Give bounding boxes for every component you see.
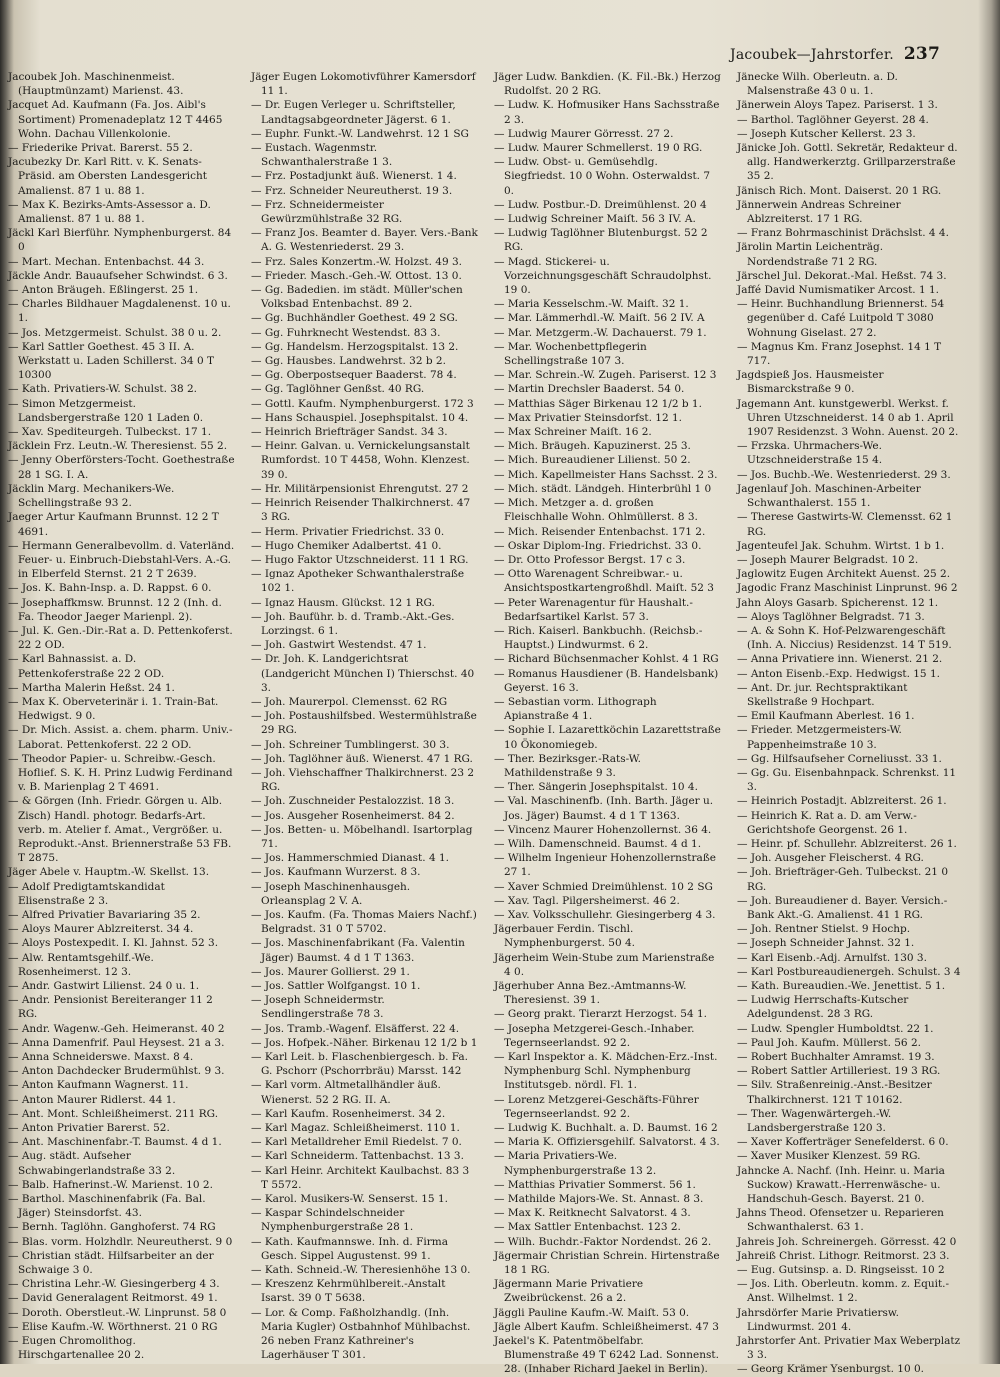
directory-entry: — Ludw. K. Hofmusiker Hans Sachsstraße 2 3. (494, 99, 720, 126)
directory-entry: — Anna Damenfrif. Paul Heysest. 21 a 3. (8, 1036, 225, 1049)
directory-entry: Jahrsdörfer Marie Privatiersw. Lindwurmst. 201 4. (737, 1306, 900, 1333)
directory-entry: Jänecke Wilh. Oberleutn. a. D. Malsenstraße 43 0 u. 1. (737, 71, 898, 98)
directory-entry: — Joseph Schneidermstr. Sendlingerstraße 78 3. (251, 994, 385, 1021)
directory-entry: — Joh. Taglöhner äuß. Wienerst. 47 1 RG. (251, 752, 473, 765)
directory-entry: — Aloys Postexpedit. I. Kl. Jahnst. 52 3. (8, 937, 219, 950)
directory-entry: — Anton Bräugeh. Eßlingerst. 25 1. (8, 284, 199, 297)
directory-entry: — Anton Kaufmann Wagnerst. 11. (8, 1079, 189, 1092)
directory-entry: — Val. Maschinenfb. (Inh. Barth. Jäger u. Jos. Jäger) Baumst. 4 d 1 T 1363. (494, 795, 714, 822)
directory-entry: — Heinrich K. Rat a. D. am Verw.-Gerichtshofe Georgenst. 26 1. (737, 809, 917, 836)
directory-entry: Jagodic Franz Maschinist Linprunst. 96 2 (737, 582, 958, 595)
directory-entry: — Mar. Wochenbettpflegerin Schellingstraße 107 3. (494, 340, 647, 368)
directory-entry: — Karl Leit. b. Flaschenbiergesch. b. Fa. G. Pschorr (Pschorrbräu) Marsst. 142 (251, 1051, 468, 1078)
directory-entry: Jägerbauer Ferdin. Tischl. Nymphenburgerst. 50 4. (494, 923, 635, 950)
directory-entry: — Ther. Sängerin Josephspitalst. 10 4. (494, 781, 698, 794)
directory-entry: — Jos. Kaufm. (Fa. Thomas Maiers Nachf.) Belgradst. 31 0 T 5702. (251, 908, 477, 936)
directory-entry: — Doroth. Oberstleut.-W. Linprunst. 58 0 (8, 1306, 227, 1319)
directory-entry: — Hr. Militärpensionist Ehrengutst. 27 2 (251, 482, 469, 495)
directory-entry: — Xav. Volksschullehr. Giesingerberg 4 3. (494, 908, 716, 921)
directory-entry: — Martha Malerin Heßst. 24 1. (8, 681, 175, 694)
directory-entry: — Jenny Oberförsters-Tocht. Goethestraße 28 1 SG. I. A. (8, 454, 235, 481)
directory-entry: — Mar. Lämmerhdl.-W. Maiſt. 56 2 IV. A (494, 312, 705, 325)
directory-entry: — Christina Lehr.-W. Giesingerberg 4 3. (8, 1278, 220, 1291)
directory-entry: — Robert Buchhalter Amramst. 19 3. (737, 1051, 935, 1064)
directory-entry: — Magnus Km. Franz Josephst. 14 1 T 717. (737, 340, 942, 368)
directory-entry: — Maria K. Offiziersgehilf. Salvatorst. 4 3. (494, 1136, 720, 1149)
directory-entry: Jänerwein Aloys Tapez. Pariserst. 1 3. (737, 99, 938, 112)
directory-entry: Järschel Jul. Dekorat.-Mal. Heßst. 74 3. (737, 269, 947, 282)
directory-entry: — Anna Privatiere inn. Wienerst. 21 2. (737, 653, 943, 666)
directory-entry: — Ant. Dr. jur. Rechtspraktikant Skellstraße 9 Hochpart. (737, 681, 908, 708)
directory-entry: — Ludwig Taglöhner Blutenburgst. 52 2 RG. (494, 227, 708, 254)
directory-entry: Jahncke A. Nachf. (Inh. Heinr. u. Maria Suckow) Krawatt.-Herrenwäsche- u. Handschuh-Gesch. Bayerst. 21 0. (737, 1164, 945, 1206)
directory-entry: — Heinr. pf. Schullehr. Ablzreiterst. 26 1. (737, 837, 957, 850)
directory-entry: Jägerheim Wein-Stube zum Marienstraße 4 0. (494, 951, 715, 978)
directory-entry: — Anna Schneiderswe. Maxst. 8 4. (8, 1051, 194, 1064)
directory-entry: — Ther. Bezirksger.-Rats-W. Mathildenstraße 9 3. (494, 752, 641, 779)
directory-entry: — Max Sattler Entenbachst. 123 2. (494, 1221, 681, 1234)
directory-entry: Jäckl Karl Bierführ. Nymphenburgerst. 84 0 (8, 227, 232, 254)
directory-entry: — Max Schreiner Maiſt. 16 2. (494, 426, 652, 439)
directory-entry: — Heinr. Galvan. u. Vernickelungsanstalt Rumfordst. 10 T 4458, Wohn. Klenzest. 39 0. (251, 440, 470, 481)
directory-entry: — Xaver Schmied Dreimühlenst. 10 2 SG (494, 880, 713, 893)
directory-entry: — Mar. Schrein.-W. Zugeh. Pariserst. 12 3 (494, 369, 717, 382)
directory-entry: — Josepha Metzgerei-Gesch.-Inhaber. Tegernseerlandst. 92 2. (494, 1022, 695, 1049)
directory-entry: — Paul Joh. Kaufm. Müllerst. 56 2. (737, 1036, 921, 1049)
directory-entry: — Frieder. Masch.-Geh.-W. Ottost. 13 0. (251, 269, 462, 282)
directory-entry: — Joh. Briefträger-Geh. Tulbeckst. 21 0 RG. (737, 866, 949, 893)
directory-entry: — Ludw. Postbur.-D. Dreimühlenst. 20 4 (494, 198, 707, 211)
directory-entry: — Kreszenz Kehrmühlbereit.-Anstalt Isarst. 39 0 T 5638. (251, 1278, 446, 1305)
directory-entry: Jagemann Ant. kunstgewerbl. Werkst. f. Uhren Utzschneiderst. 14 0 ab 1. April 1907 Residenzst. 3 Wohn. Auenst. 20 2. (737, 397, 959, 439)
directory-entry: Jägle Albert Kaufm. Schleißheimerst. 47 3 (494, 1320, 719, 1333)
directory-entry: — Andr. Wagenw.-Geh. Heimeranst. 40 2 (8, 1022, 225, 1035)
directory-entry: Jägermair Christian Schrein. Hirtenstraße 18 1 RG. (494, 1249, 720, 1277)
directory-entry: — Ludwig Maurer Görresst. 27 2. (494, 127, 674, 140)
directory-entry: — Jos. Maurer Gollierst. 29 1. (251, 965, 410, 978)
directory-entry: — Gg. Oberpostsequer Baaderst. 78 4. (251, 369, 457, 382)
directory-entry: — Mar. Metzgerm.-W. Dachauerst. 79 1. (494, 326, 707, 339)
directory-entry: — Karol. Musikers-W. Senserst. 15 1. (251, 1193, 448, 1206)
directory-entry: — Frz. Schneider Neureutherst. 19 3. (251, 184, 453, 197)
directory-entry: — Kath. Schneid.-W. Theresienhöhe 13 0. (251, 1264, 471, 1277)
directory-entry: Jacoubek Joh. Maschinenmeist. (Hauptmünzamt) Marienst. 43. (8, 71, 184, 98)
directory-entry: — Ignaz Apotheker Schwanthalerstraße 102 1. (251, 568, 465, 595)
directory-entry: — Aug. städt. Aufseher Schwabingerlandstraße 33 2. (8, 1150, 176, 1177)
directory-entry: — Ludwig Herrschafts-Kutscher Adelgundenst. 28 3 RG. (737, 994, 909, 1021)
directory-entry: — Kath. Kaufmannswe. Inh. d. Firma Gesch. Sippel Augustenst. 99 1. (251, 1235, 448, 1262)
directory-entry: — Eugen Chromolithog. Hirschgartenallee 20 2. (8, 1335, 145, 1362)
directory-entry: — Maria Privatiers-We. Nymphenburgerstraße 13 2. (494, 1150, 657, 1177)
header-title: Jacoubek—Jahrstorfer. (730, 47, 894, 63)
directory-entry: Jäcklin Marg. Mechanikers-We. Schellingstraße 93 2. (8, 482, 175, 510)
directory-entry: Jahreis Joh. Schreinergeh. Görresst. 42 0 (737, 1235, 957, 1248)
directory-entry: — Gottl. Kaufm. Nymphenburgerst. 172 3 (251, 397, 474, 410)
directory-entry: — Ludw. Spengler Humboldtst. 22 1. (737, 1022, 934, 1035)
directory-entry: Jaglowitz Eugen Architekt Auenst. 25 2. (737, 568, 951, 581)
directory-entry: — Andr. Gastwirt Lilienst. 24 0 u. 1. (8, 980, 200, 992)
directory-entry: — Richard Büchsenmacher Kohlst. 4 1 RG (494, 653, 719, 666)
directory-entry: — Anton Eisenb.-Exp. Hedwigst. 15 1. (737, 667, 940, 680)
directory-entry: — David Generalagent Reitmorst. 49 1. (8, 1292, 218, 1305)
directory-entry: — Dr. Mich. Assist. a. chem. pharm. Univ.-Laborat. Pettenkoferst. 22 2 OD. (8, 724, 233, 751)
directory-entry: — Max K. Reitknecht Salvatorst. 4 3. (494, 1207, 691, 1220)
directory-entry: — Ludwig K. Buchhalt. a. D. Baumst. 16 2 (494, 1122, 718, 1135)
directory-entry: — Lorenz Metzgerei-Geschäfts-Führer Tegernseerlandst. 92 2. (494, 1093, 699, 1120)
directory-entry: — Eug. Gutsinsp. a. D. Ringseisst. 10 2 (737, 1264, 945, 1277)
directory-entry: — Josephaffkmsw. Brunnst. 12 2 (Inh. d. Fa. Theodor Jaeger Marienpl. 2). (8, 596, 222, 623)
directory-entry: Jaeger Artur Kaufmann Brunnst. 12 2 T 4691. (8, 511, 219, 538)
directory-entry: Jänisch Rich. Mont. Daiserst. 20 1 RG. (737, 184, 942, 197)
directory-entry: — Heinrich Reisender Thalkirchnerst. 47 3 RG. (251, 497, 471, 524)
directory-entry: — Gg. Hausbes. Landwehrst. 32 b 2. (251, 355, 446, 368)
directory-entry: — Franz Bohrmaschinist Drächslst. 4 4. (737, 227, 949, 240)
directory-entry: — Herm. Privatier Friedrichst. 33 0. (251, 525, 445, 538)
directory-entry: Jacquet Ad. Kaufmann (Fa. Jos. Aibl's Sortiment) Promenadeplatz 12 T 4465 Wohn. Dachau Villenkolonie. (8, 99, 223, 140)
directory-entry: — Jos. Buchb.-We. Westenriederst. 29 3. (737, 468, 951, 481)
directory-entry: — Dr. Eugen Verleger u. Schriftsteller, Landtagsabgeordneter Jägerst. 6 1. (251, 99, 456, 126)
directory-entry: — Max Privatier Steinsdorfst. 12 1. (494, 411, 682, 424)
directory-entry: — Frieder. Metzgermeisters-W. Pappenheimstraße 10 3. (737, 724, 902, 751)
directory-entry: — Franz Jos. Beamter d. Bayer. Vers.-Bank A. G. Westenriederst. 29 3. (251, 227, 478, 254)
directory-entry: — Joseph Schneider Jahnst. 32 1. (737, 937, 915, 950)
page-number: 237 (903, 44, 940, 64)
directory-entry: — A. & Sohn K. Hof-Pelzwarengeschäft (Inh. A. Niccius) Residenzst. 14 T 519. (737, 624, 952, 652)
directory-entry: — Gg. Badedien. im städt. Müller'schen Volksbad Entenbachst. 89 2. (251, 284, 463, 311)
directory-entry: — Joh. Schreiner Tumblingerst. 30 3. (251, 738, 450, 751)
directory-entry: — Joh. Rentner Stielst. 9 Hochp. (737, 923, 911, 936)
directory-entry: — Martin Drechsler Baaderst. 54 0. (494, 383, 685, 396)
directory-entry: — Joh. Gastwirt Westendst. 47 1. (251, 639, 427, 652)
directory-entry: — Joh. Zuschneider Pestalozzist. 18 3. (251, 795, 455, 808)
directory-entry: — Wilh. Damenschneid. Baumst. 4 d 1. (494, 837, 702, 850)
directory-entry: Jägermann Marie Privatiere Zweibrückenst. 26 a 2. (494, 1278, 644, 1305)
directory-entry: — Joh. Maurerpol. Clemensst. 62 RG (251, 695, 448, 708)
directory-entry: — Xaver Musiker Klenzest. 59 RG. (737, 1150, 921, 1163)
directory-entry: — Karl Schneiderm. Tattenbachst. 13 3. (251, 1150, 464, 1163)
column-3 (494, 70, 721, 1377)
directory-entry: — Ludwig Schreiner Maiſt. 56 3 IV. A. (494, 213, 696, 226)
directory-entry: — Karl Eisenb.-Adj. Arnulfst. 130 3. (737, 951, 927, 964)
directory-entry: Jägerhuber Anna Bez.-Amtmanns-W. Theresienst. 39 1. (494, 980, 687, 1007)
directory-entry: — Rich. Kaiserl. Bankbuchh. (Reichsb.-Hauptst.) Lindwurmst. 6 2. (494, 624, 703, 652)
directory-entry: — Robert Sattler Artilleriest. 19 3 RG. (737, 1065, 941, 1078)
directory-entry: — Xaver Kofferträger Senefelderst. 6 0. (737, 1136, 949, 1149)
directory-entry: Jäger Eugen Lokomotivführer Kamersdorf 11 1. (251, 71, 476, 98)
directory-entry: — Kath. Privatiers-W. Schulst. 38 2. (8, 383, 197, 396)
directory-entry: — Lor. & Comp. Faßholzhandlg. (Inh. Maria Kugler) Ostbahnhof Mühlbachst. 26 neben Franz Kathreiner's Lagerhäuser T 301. (251, 1306, 471, 1362)
directory-entry: — Magd. Stickerei- u. Vorzeichnungsgeschäft Schraudolphst. 19 0. (494, 255, 712, 297)
directory-entry: — Heinrich Briefträger Sandst. 34 3. (251, 426, 448, 439)
directory-entry: — Aloys Taglöhner Belgradst. 71 3. (737, 610, 925, 623)
directory-entry: — Matthias Säger Birkenau 12 1/2 b 1. (494, 397, 702, 410)
directory-entry: — Therese Gastwirts-W. Clemensst. 62 1 RG. (737, 511, 953, 538)
column-2 (251, 70, 478, 1377)
directory-entry: — Eustach. Wagenmstr. Schwanthalerstraße 1 3. (251, 142, 393, 169)
directory-entry: — Oskar Diplom-Ing. Friedrichst. 33 0. (494, 539, 702, 552)
directory-entry: — Wilh. Buchdr.-Faktor Nordendst. 26 2. (494, 1235, 712, 1248)
directory-entry: — Karl Bahnassist. a. D. Pettenkoferstraße 22 2 OD. (8, 653, 165, 680)
directory-entry: — Frz. Postadjunkt äuß. Wienerst. 1 4. (251, 170, 457, 183)
directory-entry: — Hugo Chemiker Adalbertst. 41 0. (251, 539, 442, 552)
directory-entry: Jäger Abele v. Hauptm.-W. Skellst. 13. (8, 866, 210, 879)
directory-entry: — Jos. Sattler Wolfgangst. 10 1. (251, 980, 421, 992)
directory-entry: Jahns Theod. Ofensetzer u. Reparieren Schwanthalerst. 63 1. (737, 1207, 944, 1234)
directory-entry: — & Görgen (Inh. Friedr. Görgen u. Alb. Zisch) Handl. photogr. Bedarfs-Art. verb. m. Atelier f. Amat., Vergrößer. u. Reprodukt.-Anst. Briennerstraße 53 FB. T 2875. (8, 795, 232, 865)
running-header (730, 44, 940, 64)
directory-entry: — Dr. Joh. K. Landgerichtsrat (Landgericht München I) Thierschst. 40 3. (251, 653, 475, 694)
directory-entry: — Jos. Ausgeher Rosenheimerst. 84 2. (251, 809, 455, 822)
directory-entry: — Sophie I. Lazarettköchin Lazarettstraße 10 Ökonomiegeb. (494, 724, 721, 751)
directory-entry: Jäger Ludw. Bankdien. (K. Fil.-Bk.) Herzog Rudolfst. 20 2 RG. (494, 71, 721, 98)
directory-entry: — Mich. Bräugeh. Kapuzinerst. 25 3. (494, 440, 691, 453)
directory-entry: — Heinrich Postadjt. Ablzreiterst. 26 1. (737, 795, 947, 808)
directory-entry: — Dr. Otto Professor Bergst. 17 c 3. (494, 553, 686, 566)
directory-entry: Jahrstorfer Ant. Privatier Max Weberplatz 3 3. (737, 1335, 961, 1362)
directory-entry: — Karl Inspektor a. K. Mädchen-Erz.-Inst. Nymphenburg Schl. Nymphenburg Institutsgeb. nördl. Fl. 1. (494, 1051, 718, 1092)
directory-entry: — Jos. Lith. Oberleutn. komm. z. Equit.-Anst. Wilhelmst. 1 2. (737, 1278, 950, 1305)
directory-entry: — Jos. Tramb.-Wagenf. Elsäfferst. 22 4. (251, 1022, 460, 1035)
directory-entry: — Jos. K. Bahn-Insp. a. D. Rappst. 6 0. (8, 582, 212, 595)
directory-entry: — Jos. Hammerschmied Dianast. 4 1. (251, 852, 449, 865)
directory-entry: Jännerwein Andreas Schreiner Ablzreiterst. 17 1 RG. (737, 198, 901, 226)
directory-entry: — Hermann Generalbevollm. d. Vaterländ. Feuer- u. Einbruch-Diebstahl-Vers. A.-G. in Elberfeld Sternst. 21 2 T 2639. (8, 539, 235, 581)
directory-entry: — Xav. Spediteurgeh. Tulbeckst. 17 1. (8, 426, 212, 439)
directory-entry: — Romanus Hausdiener (B. Handelsbank) Geyerst. 16 3. (494, 667, 719, 694)
directory-entry: — Xav. Tagl. Pilgersheimerst. 46 2. (494, 894, 680, 907)
directory-entry: — Karl vorm. Altmetallhändler äuß. Wienerst. 52 2 RG. II. A. (251, 1079, 441, 1106)
directory-entry: — Theodor Papier- u. Schreibw.-Gesch. Hoflief. S. K. H. Prinz Ludwig Ferdinand v. B. Marienplag 2 T 4691. (8, 752, 233, 794)
directory-entry: — Joh. Ausgeher Fleischerst. 4 RG. (737, 852, 924, 865)
directory-entry: — Karl Heinr. Architekt Kaulbachst. 83 3 T 5572. (251, 1164, 470, 1191)
directory-entry: — Joh. Viehschaffner Thalkirchnerst. 23 2 RG. (251, 766, 475, 794)
directory-entry: — Mich. Kapellmeister Hans Sachsst. 2 3. (494, 468, 718, 481)
directory-entry: — Gg. Handelsm. Herzogspitalst. 13 2. (251, 340, 459, 353)
directory-entry: — Kath. Bureaudien.-We. Jenettist. 5 1. (737, 980, 946, 992)
directory-entry: — Anton Dachdecker Brudermühlst. 9 3. (8, 1065, 225, 1078)
directory-entry: — Jul. K. Gen.-Dir.-Rat a. D. Pettenkoferst. 22 2 OD. (8, 624, 233, 652)
directory-entry: — Max K. Oberveterinär i. 1. Train-Bat. Hedwigst. 9 0. (8, 695, 219, 723)
directory-entry: — Joh. Bauführ. b. d. Tramb.-Akt.-Ges. Lorzingst. 6 1. (251, 610, 455, 637)
directory-entry: — Bernh. Taglöhn. Ganghoferst. 74 RG (8, 1221, 216, 1234)
directory-entry: — Karl Metalldreher Emil Riedelst. 7 0. (251, 1136, 462, 1149)
directory-entry: — Mich. städt. Ländgeh. Hinterbrühl 1 0 (494, 482, 712, 495)
directory-entry: — Otto Warenagent Schreibwar.- u. Ansichtspostkartengroßhdl. Maiſt. 52 3 (494, 568, 714, 595)
directory-entry: — Euphr. Funkt.-W. Landwehrst. 12 1 SG (251, 127, 469, 140)
directory-entry: Jagdspieß Jos. Hausmeister Bismarckstraße 9 0. (737, 369, 884, 396)
directory-entry: Jagenteufel Jak. Schuhm. Wirtst. 1 b 1. (737, 539, 945, 552)
directory-entry: — Mich. Metzger a. d. großen Fleischhalle Wohn. Ohlmüllerst. 8 3. (494, 497, 698, 524)
directory-entry: — Heinr. Buchhandlung Briennerst. 54 gegenüber d. Café Luitpold T 3080 Wohnung Giselast. 27 2. (737, 298, 945, 339)
directory-entry: — Mathilde Majors-We. St. Annast. 8 3. (494, 1193, 704, 1206)
directory-entry: Jacubezky Dr. Karl Ritt. v. K. Senats-Präsid. am Obersten Landesgericht Amalienst. 87 1 u. 88 1. (8, 156, 208, 197)
directory-entry: — Karl Kaufm. Rosenheimerst. 34 2. (251, 1107, 446, 1120)
directory-entry: — Georg prakt. Tierarzt Herzogst. 54 1. (494, 1008, 708, 1021)
directory-entry: Jäckle Andr. Bauaufseher Schwindst. 6 3. (8, 269, 228, 282)
column-4 (737, 70, 964, 1377)
directory-entry: — Barthol. Maschinenfabrik (Fa. Bal. Jäger) Steinsdorfst. 43. (8, 1193, 206, 1220)
directory-entry: — Ant. Mont. Schleißheimerst. 211 RG. (8, 1107, 219, 1120)
directory-entry: — Max K. Bezirks-Amts-Assessor a. D. Amalienst. 87 1 u. 88 1. (8, 198, 211, 226)
directory-entry: — Mich. Reisender Entenbachst. 171 2. (494, 525, 706, 538)
directory-entry: — Joh. Bureaudiener d. Bayer. Versich.-Bank Akt.-G. Amalienst. 41 1 RG. (737, 894, 948, 921)
directory-entry: — Adolf Predigtamtskandidat Elisenstraße 2 3. (8, 880, 165, 907)
directory-entry: — Elise Kaufm.-W. Wörthnerst. 21 0 RG (8, 1320, 218, 1333)
directory-entry: Jaekel's K. Patentmöbelfabr. Blumenstraße 49 T 6242 Lad. Sonnenst. 28. (Inhaber Richard Jaekel in Berlin). (494, 1335, 719, 1376)
directory-entry: — Jos. Metzgermeist. Schulst. 38 0 u. 2. (8, 326, 222, 339)
directory-entry: — Frzska. Uhrmachers-We. Utzschneiderstraße 15 4. (737, 440, 883, 467)
directory-entry: — Joseph Maurer Belgradst. 10 2. (737, 553, 919, 566)
directory-entry: — Silv. Straßenreinig.-Anst.-Besitzer Thalkirchnerst. 121 T 10162. (737, 1079, 932, 1106)
directory-entry: — Kaspar Schindelschneider Nymphenburgerstraße 28 1. (251, 1207, 414, 1234)
directory-entry: — Maria Kesselschm.-W. Maiſt. 32 1. (494, 298, 689, 311)
directory-entry: — Anton Maurer Ridlerst. 44 1. (8, 1093, 176, 1106)
directory-entry: — Jos. Hofpek.-Näher. Birkenau 12 1/2 b 1 (251, 1036, 478, 1049)
directory-entry: — Blas. vorm. Holzhdlr. Neureutherst. 9 0 (8, 1235, 233, 1248)
directory-entry: — Charles Bildhauer Magdalenenst. 10 u. 1. (8, 298, 231, 325)
directory-entry: Jagenlauf Joh. Maschinen-Arbeiter Schwanthalerst. 155 1. (737, 482, 921, 510)
directory-entry: Jäggli Pauline Kaufm.-W. Maiſt. 53 0. (494, 1306, 690, 1319)
directory-entry: — Balb. Hafnerinst.-W. Marienst. 10 2. (8, 1178, 213, 1191)
directory-entry: — Frz. Schneidermeister Gewürzmühlstraße 32 RG. (251, 198, 403, 226)
directory-entry: Jaffé David Numismatiker Arcost. 1 1. (737, 284, 940, 297)
directory-entry: — Anton Privatier Barerst. 52. (8, 1122, 170, 1135)
directory-entry: — Vincenz Maurer Hohenzollernst. 36 4. (494, 823, 712, 836)
directory-entry: — Jos. Kaufmann Wurzerst. 8 3. (251, 866, 421, 879)
directory-entry: — Joseph Kutscher Kellerst. 23 3. (737, 127, 916, 140)
directory-entry: — Sebastian vorm. Lithograph Apianstraße 4 1. (494, 695, 657, 723)
directory-entry: — Karl Sattler Goethest. 45 3 II. A. Werkstatt u. Laden Schillerst. 34 0 T 10300 (8, 340, 215, 382)
directory-entry: — Gg. Gu. Eisenbahnpack. Schrenkst. 11 3. (737, 766, 957, 794)
directory-entry: — Aloys Maurer Ablzreiterst. 34 4. (8, 923, 194, 936)
column-1 (8, 70, 235, 1377)
directory-entry: — Andr. Pensionist Bereiteranger 11 2 RG. (8, 994, 213, 1021)
directory-entry: — Georg Krämer Ysenburgst. 10 0. (737, 1363, 925, 1376)
directory-entry: — Peter Warenagentur für Haushalt.-Bedarfsartikel Karlst. 57 3. (494, 596, 693, 623)
directory-entry: — Ther. Wagenwärtergeh.-W. Landsbergerstraße 120 3. (737, 1107, 892, 1135)
directory-entry: — Friederike Privat. Barerst. 55 2. (8, 142, 193, 155)
directory-entry: — Matthias Privatier Sommerst. 56 1. (494, 1178, 696, 1191)
directory-entry: — Barthol. Taglöhner Geyerst. 28 4. (737, 113, 929, 126)
directory-entry: — Ignaz Hausm. Glückst. 12 1 RG. (251, 596, 435, 609)
directory-entry: — Karl Postbureaudienergeh. Schulst. 3 4 (737, 965, 961, 978)
directory-entry: — Simon Metzgermeist. Landsbergerstraße 120 1 Laden 0. (8, 397, 204, 424)
directory-entry: — Mich. Bureaudiener Lilienst. 50 2. (494, 454, 691, 467)
directory-entry: Jahn Aloys Gasarb. Spicherenst. 12 1. (737, 596, 939, 609)
directory-entry: — Gg. Hilfsaufseher Corneliusst. 33 1. (737, 752, 942, 765)
directory-entry: — Frz. Sales Konzertm.-W. Holzst. 49 3. (251, 255, 462, 268)
directory-entry: — Hans Schauspiel. Josephspitalst. 10 4. (251, 411, 469, 424)
directory-entry: Jäcklein Frz. Leutn.-W. Theresienst. 55 2. (8, 440, 228, 453)
directory-entry: — Christian städt. Hilfsarbeiter an der Schwaige 3 0. (8, 1249, 214, 1277)
directory-entry: — Joh. Postaushilfsbed. Westermühlstraße 29 RG. (251, 710, 477, 737)
directory-entry: — Jos. Maschinenfabrikant (Fa. Valentin Jäger) Baumst. 4 d 1 T 1363. (251, 937, 465, 964)
directory-entry: — Alw. Rentamtsgehilf.-We. Rosenheimerst. 12 3. (8, 951, 154, 978)
directory-entry: — Mart. Mechan. Entenbachst. 44 3. (8, 255, 205, 268)
directory-entry: — Ant. Maschinenfabr.-T. Baumst. 4 d 1. (8, 1136, 222, 1149)
directory-entry: — Alfred Privatier Bavariaring 35 2. (8, 908, 201, 921)
directory-entry: Järolin Martin Leichenträg. Nordendstraße 71 2 RG. (737, 241, 884, 268)
directory-entry: Jahreiß Christ. Lithogr. Reitmorst. 23 3. (737, 1249, 950, 1262)
directory-entry: — Gg. Fuhrknecht Westendst. 83 3. (251, 326, 441, 339)
directory-entry: — Emil Kaufmann Aberlest. 16 1. (737, 710, 915, 723)
directory-entry: — Gg. Buchhändler Goethest. 49 2 SG. (251, 312, 458, 325)
directory-entry: Jänicke Joh. Gottl. Sekretär, Redakteur d. allg. Handwerkerztg. Grillparzerstraße 35 2. (737, 142, 958, 183)
directory-entry: — Hugo Faktor Utzschneiderst. 11 1 RG. (251, 553, 469, 566)
directory-entry: — Wilhelm Ingenieur Hohenzollernstraße 27 1. (494, 852, 716, 879)
directory-entry: — Jos. Betten- u. Möbelhandl. Isartorplag 71. (251, 823, 473, 850)
directory-entry: — Ludw. Maurer Schmellerst. 19 0 RG. (494, 142, 703, 155)
directory-entry: — Karl Magaz. Schleißheimerst. 110 1. (251, 1122, 460, 1135)
directory-entry: — Ludw. Obst- u. Gemüsehdlg. Siegfriedst. 10 0 Wohn. Osterwaldst. 7 0. (494, 156, 711, 197)
directory-entry: — Joseph Maschinenhausgeh. Orleansplag 2 V. A. (251, 880, 411, 907)
directory-entry: — Gg. Taglöhner Genßst. 40 RG. (251, 383, 425, 396)
entry-columns (8, 70, 988, 1377)
